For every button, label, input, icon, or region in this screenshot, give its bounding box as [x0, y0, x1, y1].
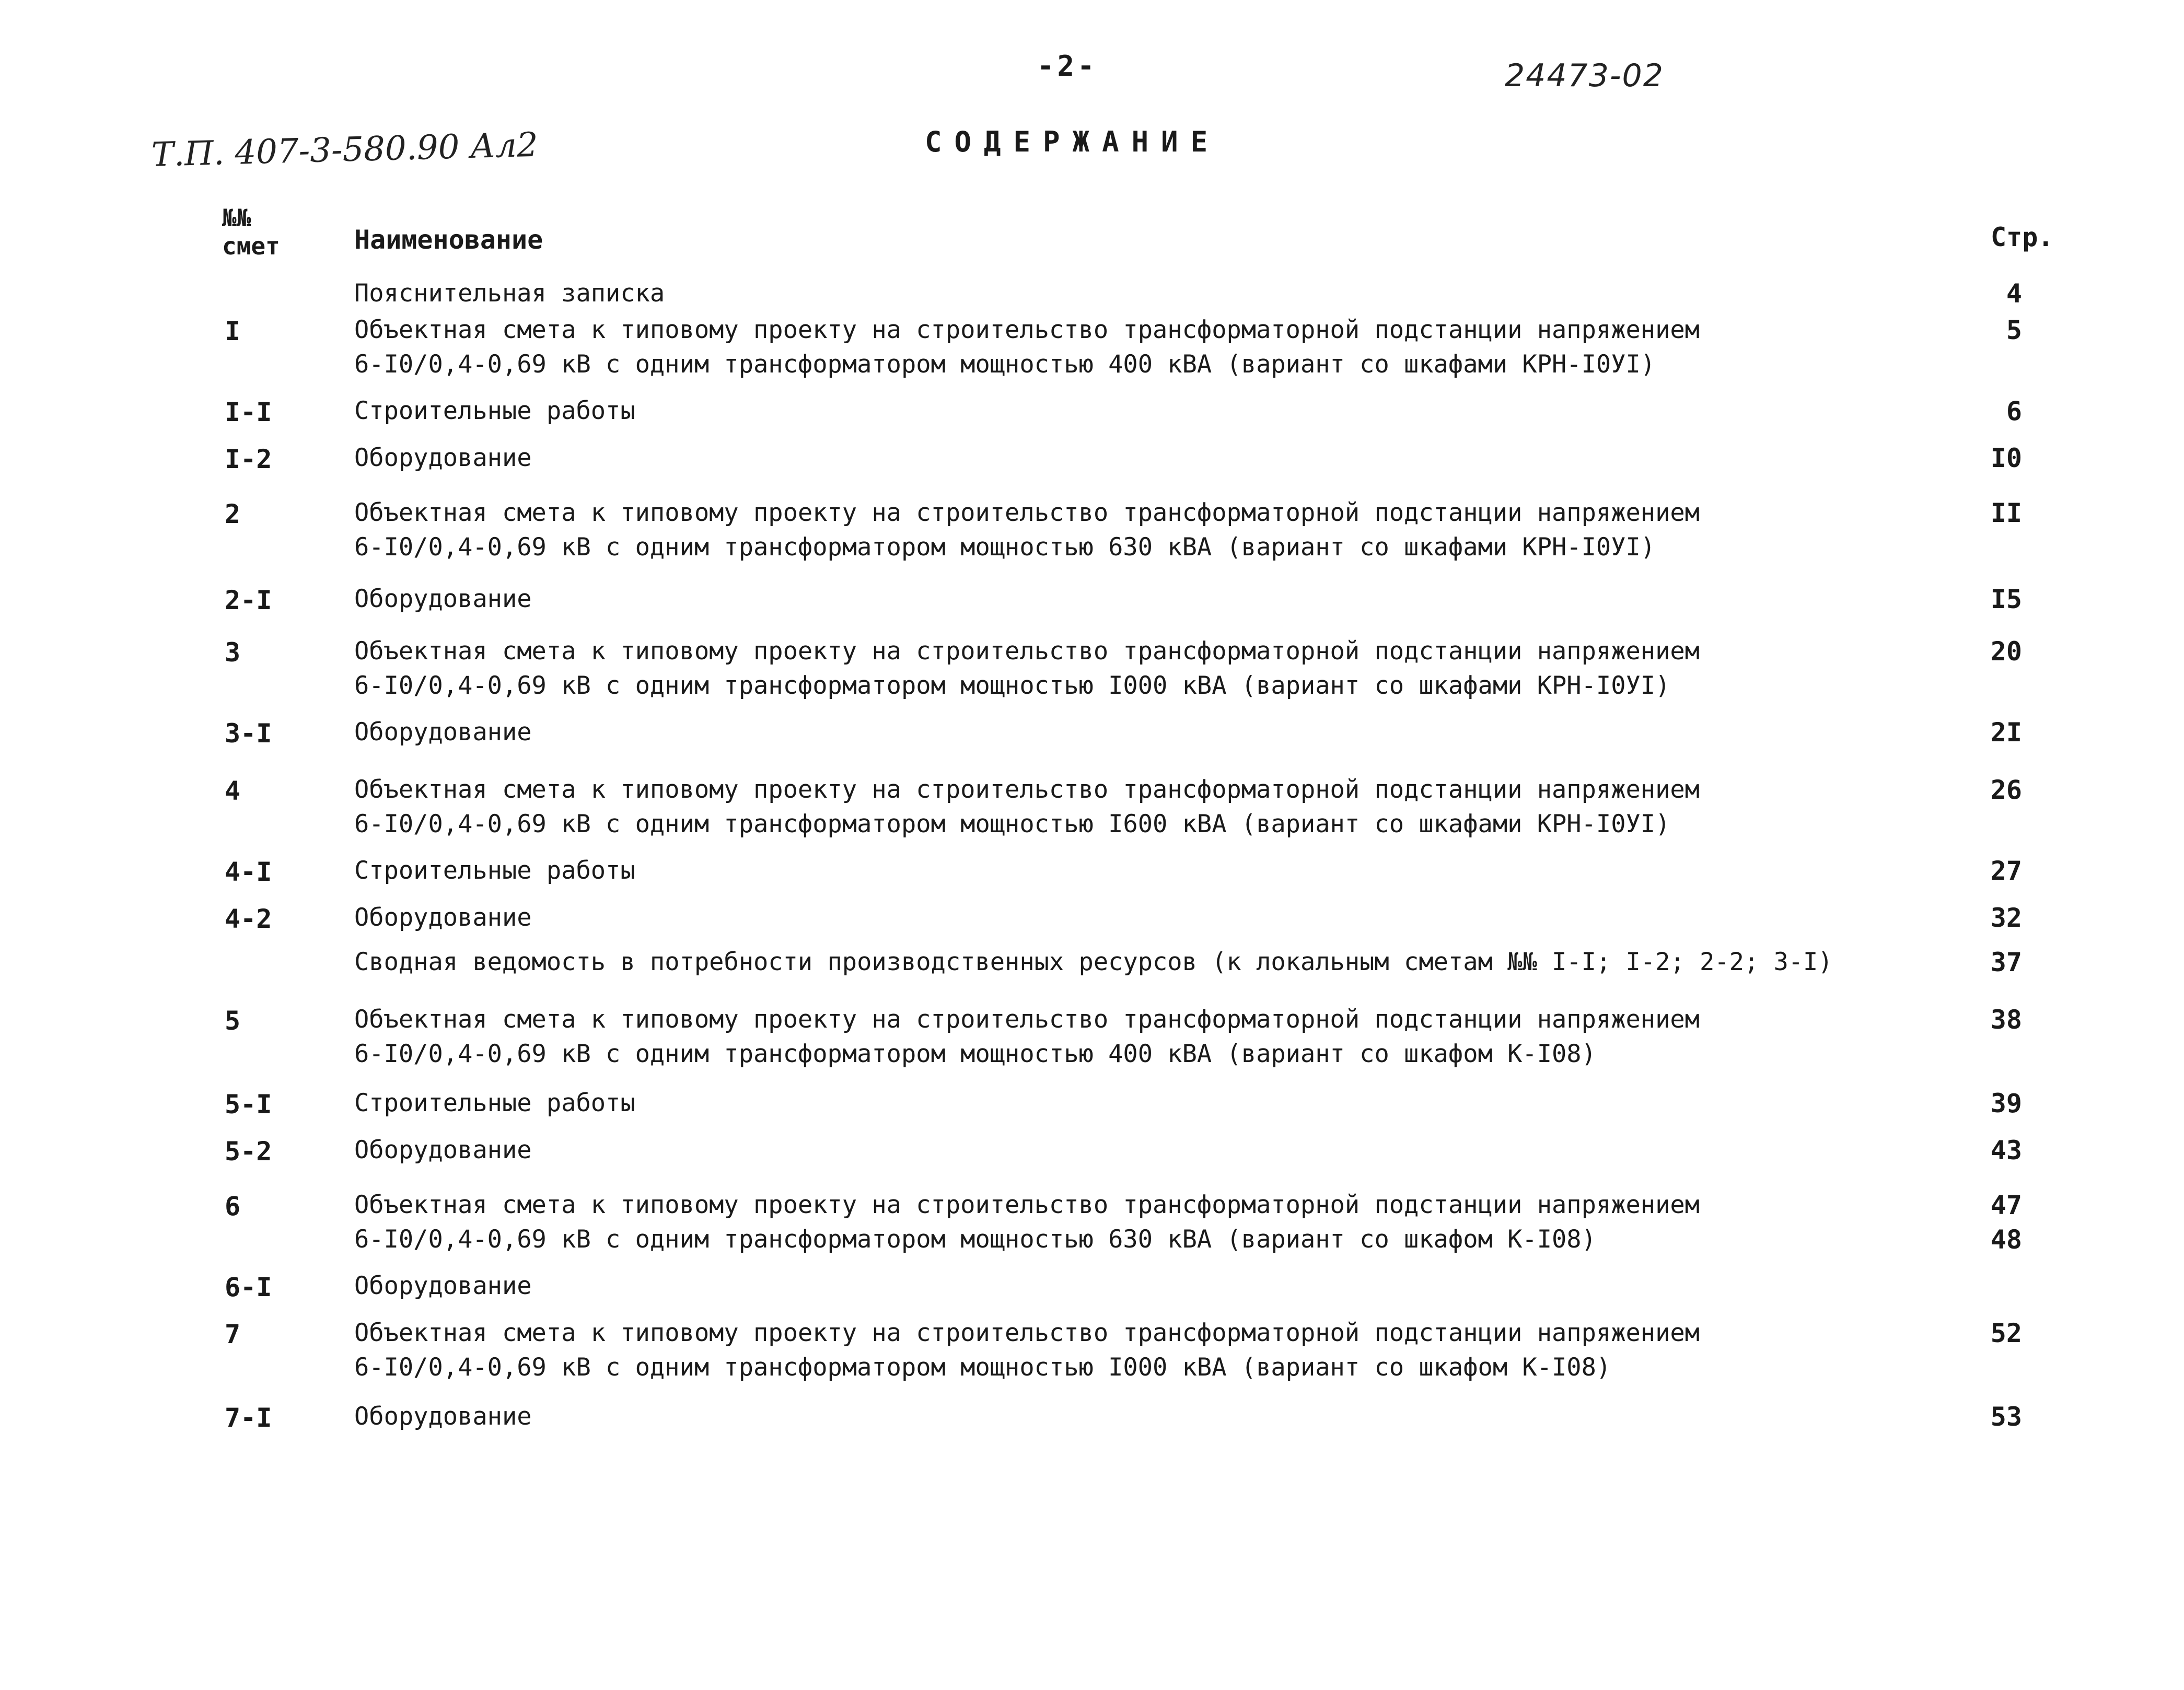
- row-title-line: Объектная смета к типовому проекту на строительство трансформаторной подстанции напряжением: [354, 1005, 1700, 1034]
- row-page: [1933, 715, 2022, 750]
- row-number: 2: [225, 499, 241, 529]
- row-title: [354, 582, 532, 616]
- document-title: СОДЕРЖАНИЕ: [925, 125, 1221, 158]
- row-title-line: 6-I0/0,4-0,69 кВ с одним трансформатором мощностью 400 кВА (вариант со шкафом К-I08): [354, 1040, 1596, 1068]
- row-title: [354, 1188, 1700, 1257]
- row-title-line: 6-I0/0,4-0,69 кВ с одним трансформатором мощностью 630 кВА (вариант со шкафами КРН-I0УI): [354, 533, 1656, 562]
- row-page: [1933, 1188, 2022, 1257]
- row-title: [354, 1086, 635, 1121]
- row-page: [1933, 1316, 2022, 1350]
- row-page-number: 5: [2006, 315, 2022, 345]
- row-title-line: 6-I0/0,4-0,69 кВ с одним трансформатором мощностью I000 кВА (вариант со шкафом К-I08): [354, 1353, 1611, 1382]
- row-page-number: 48: [1990, 1225, 2022, 1255]
- row-title-line: 6-I0/0,4-0,69 кВ с одним трансформатором мощностью I000 кВА (вариант со шкафами КРН-I0УI): [354, 671, 1670, 700]
- row-page-number: 37: [1990, 947, 2022, 977]
- row-page-number: 39: [1990, 1088, 2022, 1118]
- row-title: [354, 1316, 1700, 1385]
- row-page-number: 2I: [1990, 717, 2022, 748]
- row-title-line: Объектная смета к типовому проекту на строительство трансформаторной подстанции напряжением: [354, 637, 1700, 666]
- row-page-number: I5: [1990, 584, 2022, 614]
- row-page-number: I0: [1990, 443, 2022, 473]
- row-title: [354, 854, 635, 888]
- row-title-line: Объектная смета к типовому проекту на строительство трансформаторной подстанции напряжением: [354, 498, 1700, 527]
- row-page: [1933, 1086, 2022, 1121]
- row-title-line: Оборудование: [354, 1136, 532, 1164]
- row-title-line: 6-I0/0,4-0,69 кВ с одним трансформатором мощностью I600 кВА (вариант со шкафами КРН-I0УI): [354, 810, 1670, 838]
- row-page-number: 43: [1990, 1135, 2022, 1165]
- row-page-number: II: [1990, 498, 2022, 528]
- project-code: Т.П. 407-3-580.90 Ал2: [151, 125, 539, 174]
- row-title-line: Оборудование: [354, 1272, 532, 1300]
- row-page-number: 26: [1990, 775, 2022, 805]
- row-title: [354, 634, 1700, 703]
- row-title-line: Сводная ведомость в потребности производственных ресурсов (к локальным сметам №№ I-I; I-2; 2-2; 3-I): [354, 948, 1833, 976]
- row-title-line: Пояснительная записка: [354, 279, 665, 308]
- row-page-number: 38: [1990, 1005, 2022, 1035]
- row-title-line: Объектная смета к типовому проекту на строительство трансформаторной подстанции напряжением: [354, 316, 1700, 344]
- row-page: [1933, 634, 2022, 669]
- page-number: -2-: [1037, 50, 1098, 83]
- row-title: [354, 1400, 532, 1434]
- row-number: I: [225, 316, 241, 346]
- row-title: [354, 276, 665, 311]
- row-number: 4: [225, 776, 241, 806]
- row-title-line: Строительные работы: [354, 856, 635, 885]
- row-title-line: Оборудование: [354, 1402, 532, 1431]
- row-title: [354, 715, 532, 750]
- row-number: 3: [225, 637, 241, 668]
- column-header-number: [222, 204, 280, 260]
- document-code: 24473-02: [1505, 57, 1664, 94]
- row-title-line: 6-I0/0,4-0,69 кВ с одним трансформатором мощностью 630 кВА (вариант со шкафом К-I08): [354, 1225, 1596, 1254]
- row-title-line: Строительные работы: [354, 1089, 635, 1117]
- row-page: [1933, 276, 2022, 311]
- column-header-number-line2: смет: [222, 232, 280, 260]
- row-page: [1933, 582, 2022, 616]
- row-title: [354, 394, 635, 428]
- row-page-number: 52: [1990, 1318, 2022, 1348]
- column-header-number-line1: №№: [222, 204, 251, 232]
- row-page: [1933, 441, 2022, 475]
- row-page: [1933, 945, 2022, 980]
- row-page-number: 47: [1990, 1190, 2022, 1220]
- row-title: [354, 1133, 532, 1168]
- row-title-line: Объектная смета к типовому проекту на строительство трансформаторной подстанции напряжением: [354, 1191, 1700, 1219]
- row-title: [354, 945, 1833, 980]
- row-title-line: Объектная смета к типовому проекту на строительство трансформаторной подстанции напряжением: [354, 1319, 1700, 1347]
- row-page-number: 6: [2006, 396, 2022, 426]
- row-title: [354, 901, 532, 935]
- row-page: [1933, 854, 2022, 888]
- row-title-line: 6-I0/0,4-0,69 кВ с одним трансформатором мощностью 400 кВА (вариант со шкафами КРН-I0УI): [354, 350, 1656, 379]
- row-page-number: 4: [2006, 278, 2022, 309]
- row-title-line: Оборудование: [354, 718, 532, 747]
- row-page: [1933, 394, 2022, 428]
- row-title-line: Оборудование: [354, 444, 532, 472]
- column-header-name: Наименование: [354, 225, 543, 255]
- row-number: 6: [225, 1191, 241, 1221]
- row-page: [1933, 313, 2022, 347]
- row-title-line: Оборудование: [354, 585, 532, 613]
- row-page: [1933, 1400, 2022, 1434]
- row-title-line: Оборудование: [354, 903, 532, 932]
- row-number: 5: [225, 1006, 241, 1036]
- row-page: [1933, 1133, 2022, 1168]
- row-number: 4-2: [225, 904, 272, 934]
- row-number: 6-I: [225, 1272, 272, 1302]
- row-number: 5-2: [225, 1136, 272, 1167]
- row-number: 5-I: [225, 1089, 272, 1120]
- row-title-line: Объектная смета к типовому проекту на строительство трансформаторной подстанции напряжением: [354, 775, 1700, 804]
- row-number: I-I: [225, 397, 272, 427]
- row-title: [354, 496, 1700, 565]
- row-number: 7: [225, 1319, 241, 1349]
- row-title-line: Строительные работы: [354, 397, 635, 425]
- row-title: [354, 1003, 1700, 1071]
- row-title: [354, 1269, 532, 1303]
- row-page-number: 53: [1990, 1402, 2022, 1432]
- row-number: 4-I: [225, 857, 272, 887]
- row-page-number: 27: [1990, 856, 2022, 886]
- row-number: 7-I: [225, 1403, 272, 1433]
- column-header-page: Стр.: [1991, 222, 2054, 252]
- row-page-number: 20: [1990, 636, 2022, 667]
- row-title: [354, 441, 532, 475]
- row-number: 2-I: [225, 585, 272, 615]
- row-title: [354, 313, 1700, 382]
- row-page: [1933, 1003, 2022, 1037]
- row-page-number: 32: [1990, 903, 2022, 933]
- row-page: [1933, 773, 2022, 807]
- row-number: 3-I: [225, 718, 272, 749]
- row-page: [1933, 901, 2022, 935]
- row-title: [354, 773, 1700, 842]
- row-number: I-2: [225, 444, 272, 474]
- row-page: [1933, 496, 2022, 530]
